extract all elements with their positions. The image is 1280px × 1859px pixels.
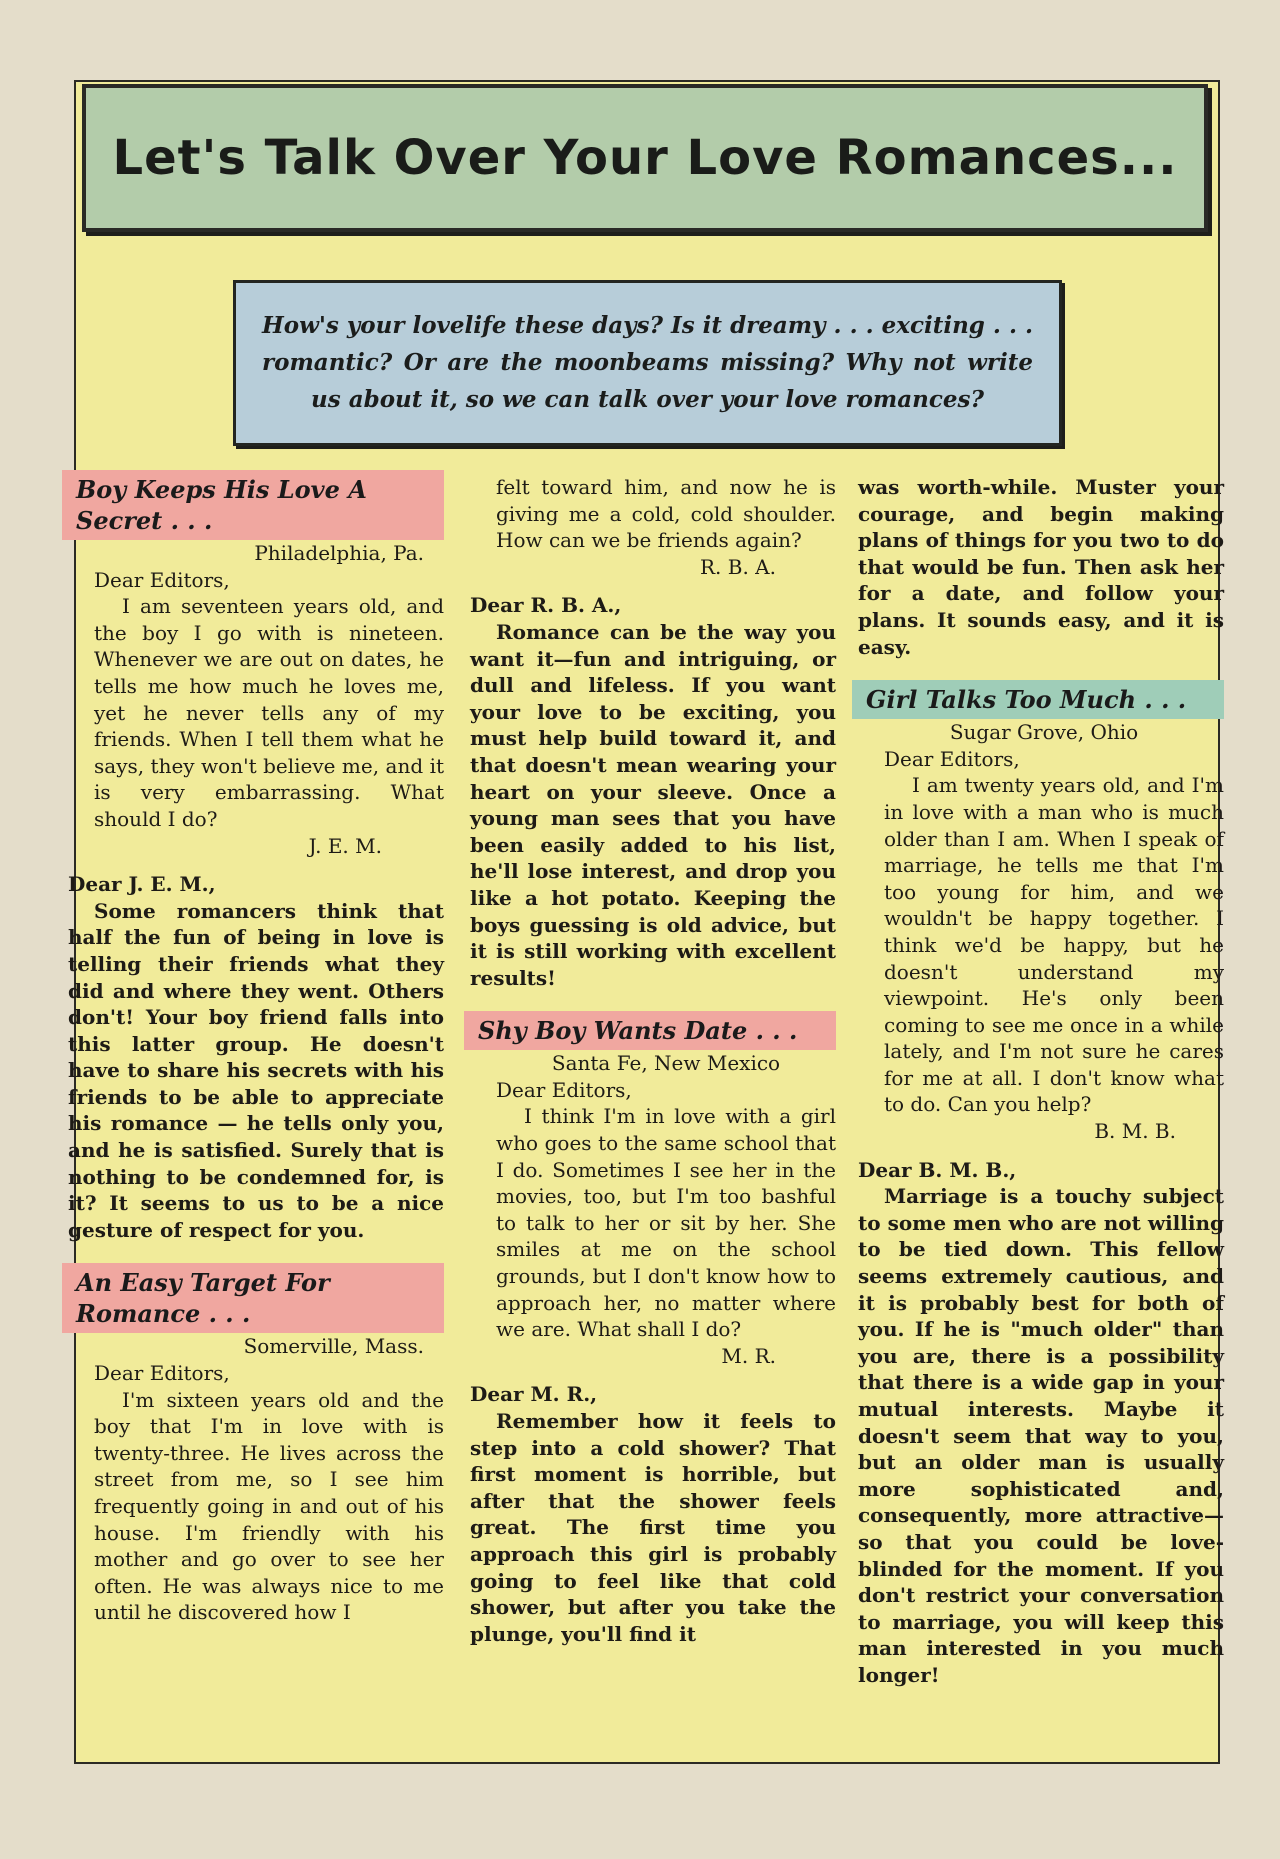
letter-2-place: Somerville, Mass.: [243, 1334, 424, 1359]
headline-letter-4: Girl Talks Too Much . . .: [852, 680, 1224, 719]
letter-1-body: I am seventeen years old, and the boy I go with is nineteen. Whenever we are out on dates, he tells me how much he loves me, yet he never tells any of my friends. When I tell them what he says, they won't believe me, and it is very embarrassing. What should I do?: [94, 594, 444, 831]
intro-text: How's your lovelife these days? Is it dreamy . . . exciting . . . romantic? Or are the moonbeams missing? Why not write us about it, so we can talk over your love romances?: [262, 312, 1033, 413]
reply-3-body-part-2: was worth-while. Muster your courage, and begin making plans of things for you two to do that would be fun. Then ask her for a date, and follow your plans. It sounds easy, and it is easy.: [858, 475, 1224, 659]
letter-3-salutation: Dear Editors,: [496, 1077, 632, 1102]
column-3: [858, 474, 1224, 1689]
letter-4-salutation: Dear Editors,: [884, 746, 1020, 771]
letter-3: [470, 1050, 836, 1369]
letter-2-body-part-2: felt toward him, and now he is giving me a cold, cold shoulder. How can we be friends again?: [496, 475, 836, 553]
reply-2-body: Romance can be the way you want it—fun and intriguing, or dull and lifeless. If you want your love to be exciting, you must help build toward it, and that doesn't mean wearing your heart on your sleeve. Once a young man sees that you have been easily added to his list, he'll lose interest, and drop you like a hot potato. Keeping the boys guessing is old advice, but it is still working with excellent results!: [470, 619, 836, 990]
letter-1: [68, 540, 444, 859]
letter-3-body: I think I'm in love with a girl who goes to the same school that I do. Sometimes I see her in the movies, too, but I'm too bashful to talk to her or sit by her. She smiles at me on the school grounds, but I don't know how to approach her, no matter where we are. What shall I do?: [496, 1104, 836, 1342]
letter-1-salutation: Dear Editors,: [94, 567, 230, 592]
reply-4-body: Marriage is a touchy subject to some men who are not willing to be tied down. This fellow seems extremely cautious, and it is probably best for both of you. If he is "much older" than you are, there is a possibility that there is a wide gap in your mutual interests. Maybe it doesn't seem that way to you, but an older man is usually more sophisticated and, consequently, more attractive—so that you could be love-blinded for the moment. If you don't restrict your conversation to marriage, you will keep this man interested in you much longer!: [858, 1184, 1224, 1687]
reply-1-body: Some romancers think that half the fun of being in love is telling their friends what they did and where they went. Others don't! Your boy friend falls into this latter group. He doesn't have to share his secrets with his friends to be able to appreciate his romance — he tells only you, and he is satisfied. Surely that is nothing to be condemned for, is it? It seems to us to be a nice gesture of respect for you.: [68, 898, 444, 1242]
headline-letter-2: An Easy Target For Romance . . .: [62, 1263, 444, 1333]
letter-2-signature: R. B. A.: [700, 554, 776, 579]
headline-letter-3: Shy Boy Wants Date . . .: [464, 1011, 836, 1050]
reply-3-salutation: Dear M. R.,: [470, 1382, 598, 1407]
reply-1-salutation: Dear J. E. M.,: [68, 872, 216, 897]
reply-3-body-part-1: Remember how it feels to step into a cold shower? That first moment is horrible, but after that the shower feels great. The first time you approach this girl is probably going to feel like that cold shower, but after you take the plunge, you'll find it: [470, 1409, 836, 1646]
letter-4-signature: B. M. B.: [1094, 1119, 1176, 1144]
letter-2-body-part-1: I'm sixteen years old and the boy that I'm in love with is twenty-three. He lives across the street from me, so I see him frequently going in and out of his house. I'm friendly with his mother and go over to see her often. He was always nice to me until he discovered how I: [94, 1387, 444, 1625]
intro-box: [233, 280, 1062, 446]
letter-4: [858, 719, 1224, 1145]
letter-1-place: Philadelphia, Pa.: [254, 541, 424, 565]
letter-3-place: Santa Fe, New Mexico: [551, 1051, 781, 1076]
letter-3-signature: M. R.: [721, 1343, 776, 1368]
reply-2-salutation: Dear R. B. A.,: [470, 593, 622, 618]
letter-2: [68, 1333, 444, 1626]
title-banner: [82, 84, 1208, 232]
letter-4-body: I am twenty years old, and I'm in love with a man who is much older than I am. When I speak of marriage, he tells me that I'm too young for him, and we wouldn't be happy together. I think we'd be happy, but he doesn't understand my viewpoint. He's only been coming to see me once in a while lately, and I'm not sure he cares for me at all. I don't know what to do. Can you help?: [884, 773, 1224, 1117]
letter-4-place: Sugar Grove, Ohio: [949, 720, 1139, 745]
column-1: [68, 470, 444, 1626]
letter-2-continued: [470, 474, 836, 580]
page-title: Let's Talk Over Your Love Romances...: [112, 130, 1178, 186]
reply-4-salutation: Dear B. M. B.,: [858, 1157, 1017, 1182]
letter-2-salutation: Dear Editors,: [94, 1361, 230, 1386]
column-2: [470, 474, 836, 1647]
headline-letter-1: Boy Keeps His Love A Secret . . .: [62, 470, 444, 540]
letter-1-signature: J. E. M.: [308, 833, 382, 858]
